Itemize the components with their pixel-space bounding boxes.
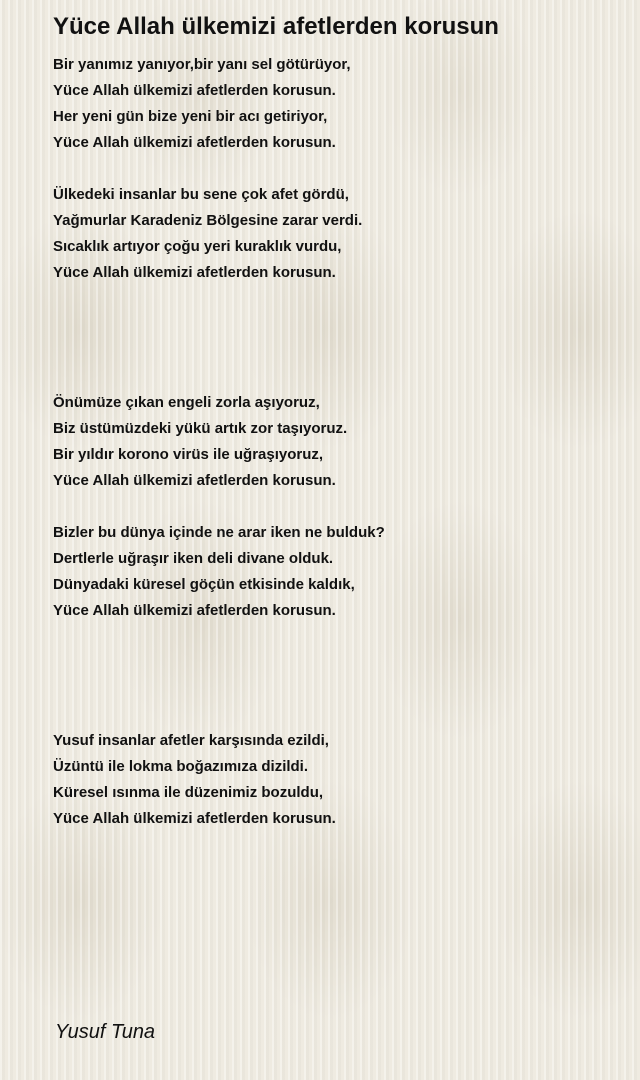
- poem-line: Dünyadaki küresel göçün etkisinde kaldık,: [53, 576, 355, 593]
- poem-line: Her yeni gün bize yeni bir acı getiriyor,: [53, 108, 328, 125]
- poem-line: Üzüntü ile lokma boğazımıza dizildi.: [53, 758, 309, 775]
- poem-title: Yüce Allah ülkemizi afetlerden korusun: [53, 13, 499, 40]
- poem-line: Yüce Allah ülkemizi afetlerden korusun.: [53, 472, 336, 489]
- poem-line: Yüce Allah ülkemizi afetlerden korusun.: [53, 134, 336, 151]
- poem-line: Bir yanımız yanıyor,bir yanı sel götürüyor,: [53, 56, 351, 73]
- poem-line: Yüce Allah ülkemizi afetlerden korusun.: [53, 602, 336, 619]
- stanza-4: [53, 520, 613, 624]
- stanza-spacer: [53, 624, 613, 728]
- poem-line: Yüce Allah ülkemizi afetlerden korusun.: [53, 810, 336, 827]
- poem-line: Ülkedeki insanlar bu sene çok afet gördü,: [53, 186, 349, 203]
- stanza-3: [53, 390, 613, 494]
- stanza-spacer: [53, 286, 613, 390]
- poem-line: Bizler bu dünya içinde ne arar iken ne bulduk?: [53, 524, 385, 541]
- stanza-1: [53, 52, 613, 156]
- poem-line: Yüce Allah ülkemizi afetlerden korusun.: [53, 82, 336, 99]
- poem-line: Yüce Allah ülkemizi afetlerden korusun.: [53, 264, 336, 281]
- poem-body: [53, 52, 613, 832]
- stanza-5: [53, 728, 613, 832]
- poem-line: Biz üstümüzdeki yükü artık zor taşıyoruz.: [53, 420, 348, 437]
- poem-line: Dertlerle uğraşır iken deli divane olduk.: [53, 550, 334, 567]
- poem-line: Yağmurlar Karadeniz Bölgesine zarar verdi.: [53, 212, 363, 229]
- stanza-2: [53, 182, 613, 286]
- stanza-spacer: [53, 494, 613, 520]
- poem-line: Yusuf insanlar afetler karşısında ezildi,: [53, 732, 329, 749]
- poem-line: Küresel ısınma ile düzenimiz bozuldu,: [53, 784, 324, 801]
- author-name: Yusuf Tuna: [55, 1021, 156, 1043]
- poem-line: Bir yıldır korono virüs ile uğraşıyoruz,: [53, 446, 324, 463]
- stanza-spacer: [53, 156, 613, 182]
- poem-line: Önümüze çıkan engeli zorla aşıyoruz,: [53, 394, 320, 411]
- poem-line: Sıcaklık artıyor çoğu yeri kuraklık vurdu,: [53, 238, 342, 255]
